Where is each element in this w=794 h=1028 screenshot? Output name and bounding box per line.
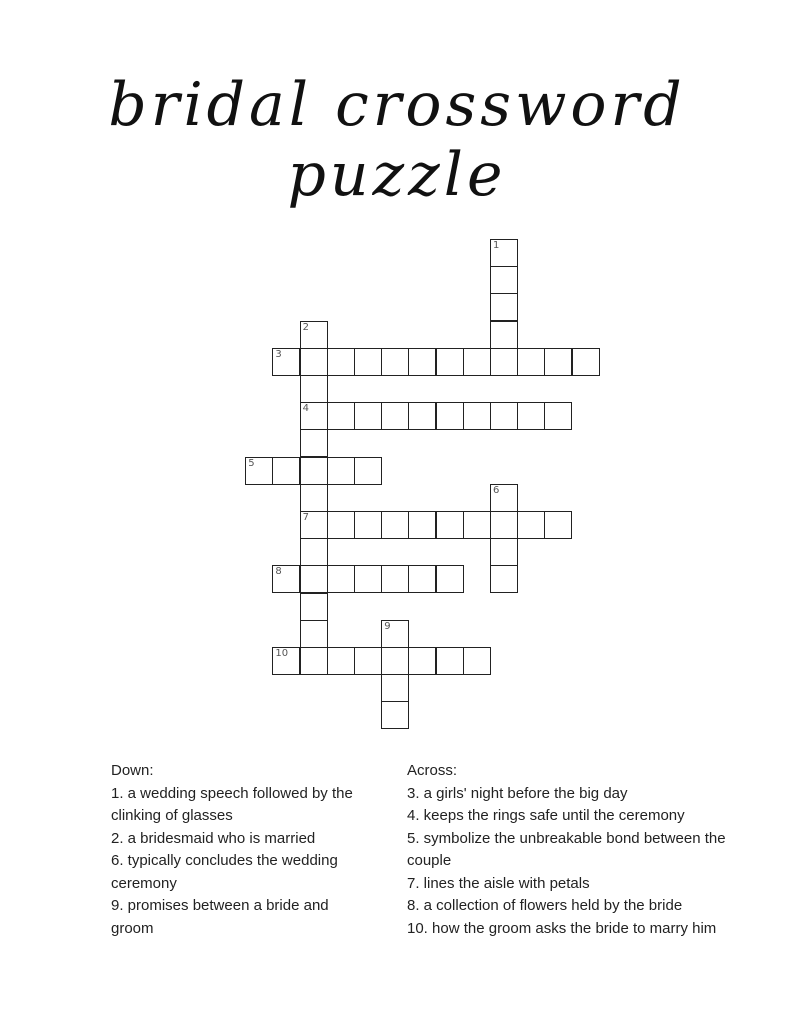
crossword-cell[interactable]: [408, 565, 436, 593]
crossword-cell[interactable]: [408, 647, 436, 675]
crossword-cell[interactable]: [327, 402, 355, 430]
across-clue: 4. keeps the rings safe until the ceremony: [407, 807, 685, 824]
crossword-cell[interactable]: [327, 457, 355, 485]
crossword-cell[interactable]: [436, 348, 464, 376]
down-heading: Down:: [111, 762, 154, 779]
crossword-cell[interactable]: [463, 647, 491, 675]
crossword-cell[interactable]: [490, 293, 518, 321]
crossword-cell[interactable]: [381, 402, 409, 430]
crossword-cell[interactable]: [490, 321, 518, 349]
across-clues: [407, 760, 727, 940]
crossword-cell[interactable]: [354, 402, 382, 430]
down-clue: 6. typically concludes the wedding ceremony: [111, 852, 338, 892]
down-clue: 9. promises between a bride and groom: [111, 897, 329, 937]
across-clue: 10. how the groom asks the bride to marry him: [407, 919, 717, 937]
clue-number: 4: [302, 403, 309, 415]
crossword-cell[interactable]: [272, 457, 300, 485]
down-clue: 2. a bridesmaid who is married: [111, 829, 316, 847]
crossword-cell[interactable]: [490, 538, 518, 566]
crossword-cell[interactable]: [436, 647, 464, 675]
across-clue: 7. lines the aisle with petals: [407, 874, 590, 892]
crossword-cell[interactable]: [300, 457, 328, 485]
crossword-cell[interactable]: [408, 348, 436, 376]
crossword-cell[interactable]: [463, 402, 491, 430]
crossword-cell[interactable]: [490, 266, 518, 294]
crossword-cell[interactable]: [490, 484, 518, 512]
clue-number: 6: [493, 484, 500, 496]
crossword-cell[interactable]: [327, 348, 355, 376]
across-clue: 3. a girls' night before the big day: [407, 784, 628, 802]
across-clue: 8. a collection of flowers held by the bride: [407, 897, 683, 914]
crossword-cell[interactable]: [300, 429, 328, 457]
clue-number: 10: [275, 648, 289, 659]
crossword-cell[interactable]: [300, 538, 328, 566]
crossword-cell[interactable]: [517, 348, 545, 376]
crossword-cell[interactable]: [300, 565, 328, 593]
crossword-cell[interactable]: [436, 565, 464, 593]
crossword-cell[interactable]: [517, 402, 545, 430]
crossword-cell[interactable]: [327, 511, 355, 539]
crossword-cell[interactable]: [544, 402, 572, 430]
crossword-cell[interactable]: [381, 348, 409, 376]
clue-number: 9: [384, 620, 391, 632]
crossword-cell[interactable]: [408, 402, 436, 430]
crossword-cell[interactable]: [490, 402, 518, 430]
clue-number: 7: [302, 512, 309, 523]
crossword-cell[interactable]: [300, 511, 328, 539]
crossword-cell[interactable]: [381, 620, 409, 648]
crossword-cell[interactable]: [490, 511, 518, 539]
crossword-cell[interactable]: [327, 647, 355, 675]
clue-number: 2: [302, 321, 309, 333]
crossword-cell[interactable]: [327, 565, 355, 593]
across-clue: 5. symbolize the unbreakable bond between the couple: [407, 829, 726, 869]
crossword-cell[interactable]: [300, 375, 328, 403]
crossword-cell[interactable]: [381, 701, 409, 729]
crossword-cell[interactable]: [572, 348, 600, 376]
crossword-cell[interactable]: [272, 348, 300, 376]
clue-number: 3: [275, 348, 282, 360]
crossword-cell[interactable]: [300, 321, 328, 349]
crossword-cell[interactable]: [354, 565, 382, 593]
clue-number: 5: [248, 457, 255, 469]
crossword-cell[interactable]: [300, 348, 328, 376]
crossword-cell[interactable]: [490, 348, 518, 376]
page-title: bridal crossword puzzle: [108, 70, 686, 210]
clue-number: 1: [493, 240, 500, 251]
crossword-cell[interactable]: [300, 593, 328, 621]
crossword-cell[interactable]: [300, 484, 328, 512]
crossword-cell[interactable]: [436, 402, 464, 430]
crossword-cell[interactable]: [300, 402, 328, 430]
crossword-cell[interactable]: [408, 511, 436, 539]
crossword-cell[interactable]: [354, 348, 382, 376]
crossword-cell[interactable]: [544, 348, 572, 376]
crossword-cell[interactable]: [354, 457, 382, 485]
crossword-cell[interactable]: [490, 239, 518, 267]
crossword-cell[interactable]: [517, 511, 545, 539]
crossword-cell[interactable]: [354, 511, 382, 539]
crossword-cell[interactable]: [463, 348, 491, 376]
crossword-cell[interactable]: [272, 647, 300, 675]
crossword-cell[interactable]: [544, 511, 572, 539]
across-heading: Across:: [407, 762, 458, 779]
crossword-cell[interactable]: [436, 511, 464, 539]
crossword-cell[interactable]: [300, 647, 328, 675]
crossword-cell[interactable]: [300, 620, 328, 648]
crossword-cell[interactable]: [381, 647, 409, 675]
crossword-cell[interactable]: [245, 457, 273, 485]
crossword-cell[interactable]: [463, 511, 491, 539]
crossword-cell[interactable]: [381, 511, 409, 539]
crossword-cell[interactable]: [490, 565, 518, 593]
down-clues: [111, 760, 371, 940]
down-clue: 1. a wedding speech followed by the clinking of glasses: [111, 784, 353, 824]
crossword-cell[interactable]: [381, 565, 409, 593]
crossword-cell[interactable]: [354, 647, 382, 675]
crossword-cell[interactable]: [381, 674, 409, 702]
crossword-cell[interactable]: [272, 565, 300, 593]
clue-number: 8: [275, 566, 282, 578]
